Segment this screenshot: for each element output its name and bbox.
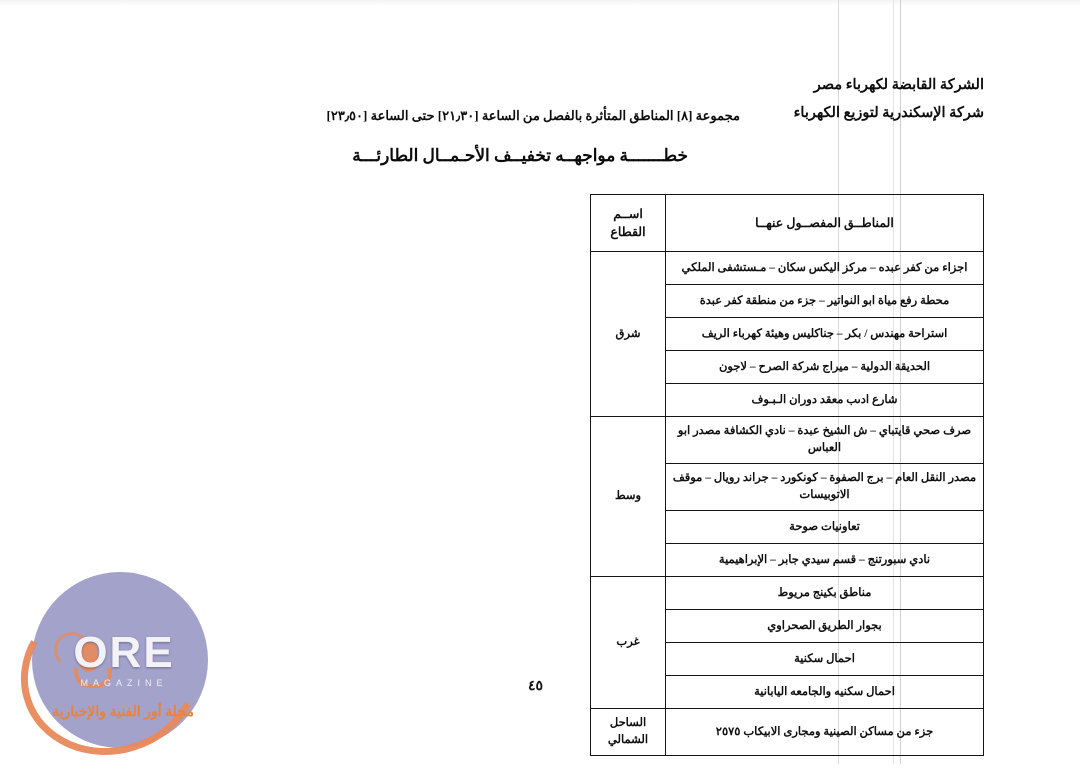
column-header-areas: المناطــق المفصــول عنهــا bbox=[666, 195, 984, 252]
area-cell: تعاونيات صوحة bbox=[666, 511, 984, 544]
area-cell: جزء من مساكن الصينية ومجارى الابيكاب ٢٥٧٥ bbox=[666, 709, 984, 756]
watermark-subtitle: MAGAZINE bbox=[80, 678, 168, 688]
area-cell: استراحة مهندس / بكر – جناكليس وهيئة كهرباء الريف bbox=[666, 318, 984, 351]
area-cell: احمال سكنية bbox=[666, 643, 984, 676]
table-body bbox=[591, 252, 984, 756]
holding-company-name: الشركة القابضة لكهرباء مصر bbox=[813, 77, 984, 93]
group-schedule-note: مجموعة [٨] المناطق المتأثرة بالفصل من الساعة [٢١٫٣٠] حتى الساعة [٢٣٫٥٠] bbox=[326, 108, 740, 123]
area-cell: احمال سكنيه والجامعه اليابانية bbox=[666, 676, 984, 709]
area-cell: صرف صحي قايتباي – ش الشيخ عبدة – نادي الكشافة مصدر ابو العباس bbox=[666, 417, 984, 464]
area-cell: محطة رفع مياة ابو النواتير – جزء من منطقة كفر عبدة bbox=[666, 285, 984, 318]
load-shedding-table bbox=[590, 194, 984, 756]
area-cell: شارع ادىب معقد دوران الـبـوف bbox=[666, 384, 984, 417]
table-row bbox=[591, 252, 984, 285]
area-cell: الحديقة الدولية – ميراج شركة الصرح – لاجون bbox=[666, 351, 984, 384]
page-title: خطـــــــة مواجهــه تخفيــف الأحـمــال الطارئـــة bbox=[352, 146, 688, 165]
watermark-arabic-tagline: مجلة أور الفنية والإخبارية bbox=[52, 705, 194, 720]
area-cell: مناطق بكينج مريوط bbox=[666, 577, 984, 610]
page-top-edge bbox=[0, 0, 1080, 6]
watermark-logo bbox=[18, 568, 223, 748]
table-row bbox=[591, 577, 984, 610]
area-cell: بجوار الطريق الصحراوي bbox=[666, 610, 984, 643]
table-row bbox=[591, 417, 984, 464]
watermark-name: ORE bbox=[73, 628, 175, 677]
area-cell: مصدر النقل العام – برج الصفوة – كونكورد – جراند رويال – موقف الاتوبيسات bbox=[666, 464, 984, 511]
page-number: ٤٥ bbox=[528, 679, 544, 694]
load-shedding-table-wrapper bbox=[609, 194, 984, 756]
area-cell: اجزاء من كفر عبده – مركز اليكس سكان – مـستشفى الملكي bbox=[666, 252, 984, 285]
sector-cell: الساحل الشمالي bbox=[591, 709, 666, 756]
table-row bbox=[591, 709, 984, 756]
sector-cell: وسط bbox=[591, 417, 666, 577]
table-header-row bbox=[591, 195, 984, 252]
sector-cell: شرق bbox=[591, 252, 666, 417]
distribution-company-name: شركة الإسكندرية لتوزيع الكهرباء bbox=[793, 104, 984, 121]
area-cell: نادي سبورتنج – قسم سيدي جابر – الإبراهيمية bbox=[666, 544, 984, 577]
column-header-sector: اســم القطاع bbox=[591, 195, 666, 252]
sector-cell: غرب bbox=[591, 577, 666, 709]
document-header bbox=[794, 72, 984, 127]
